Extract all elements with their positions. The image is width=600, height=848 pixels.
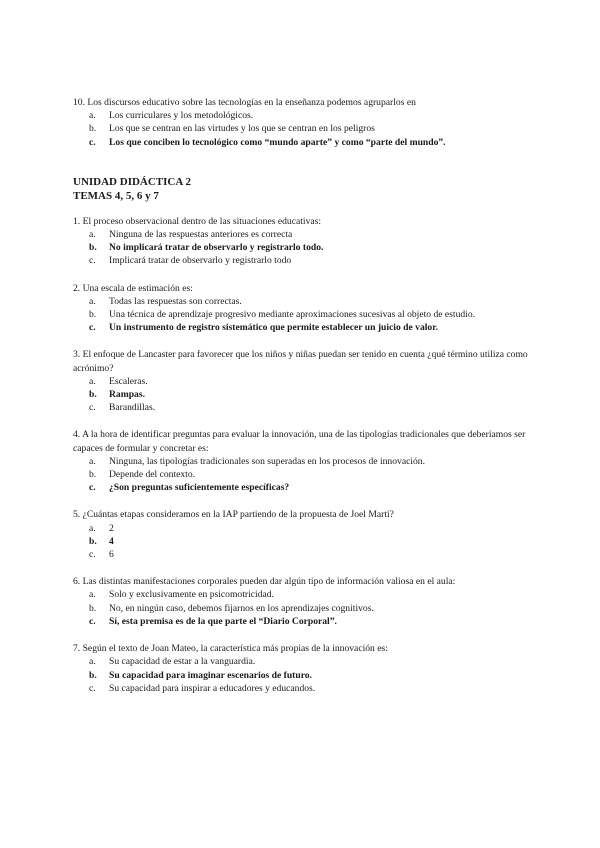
option-a bbox=[89, 588, 543, 601]
option-list bbox=[73, 375, 543, 415]
option-text: 4 bbox=[109, 535, 114, 547]
option-list bbox=[73, 522, 543, 562]
option-text: Rampas. bbox=[109, 389, 145, 401]
option-letter: b. bbox=[89, 602, 97, 614]
option-a bbox=[89, 295, 543, 308]
question-text: 6. Las distintas manifestaciones corporales pueden dar algún tipo de información valiosa en el aula: bbox=[73, 576, 456, 588]
option-letter: c. bbox=[89, 549, 96, 561]
option-b-correct bbox=[89, 669, 543, 682]
option-letter: c. bbox=[89, 402, 96, 414]
option-letter: b. bbox=[89, 535, 97, 547]
option-text: Ninguna de las respuestas anteriores es correcta bbox=[109, 229, 293, 241]
option-letter: a. bbox=[89, 229, 96, 241]
unit-heading bbox=[73, 175, 543, 203]
option-letter: c. bbox=[89, 682, 96, 694]
option-a bbox=[89, 455, 543, 468]
option-text: Ninguna, las tipologías tradicionales son superadas en los procesos de innovación. bbox=[109, 455, 425, 467]
option-list bbox=[73, 109, 543, 149]
option-text: Solo y exclusivamente en psicomotricidad. bbox=[109, 589, 274, 601]
option-b bbox=[89, 122, 543, 135]
option-c bbox=[89, 401, 543, 414]
option-text: Su capacidad para imaginar escenarios de futuro. bbox=[109, 669, 312, 681]
option-letter: c. bbox=[89, 136, 96, 148]
option-a bbox=[89, 228, 543, 241]
option-c-correct bbox=[89, 321, 543, 334]
option-list bbox=[73, 295, 543, 335]
question-7 bbox=[73, 642, 543, 695]
option-letter: a. bbox=[89, 295, 96, 307]
option-b-correct bbox=[89, 241, 543, 254]
question-6 bbox=[73, 575, 543, 628]
question-text: 4. A la hora de identificar preguntas para evaluar la innovación, una de las tipologías tradicionales que deberíamos ser capaces de formular y concretar es: bbox=[73, 429, 526, 454]
option-a bbox=[89, 655, 543, 668]
question-1 bbox=[73, 215, 543, 268]
question-text: 3. El enfoque de Lancaster para favorecer que los niños y niñas puedan ser tenido en cuenta ¿qué término utiliza como acrónimo? bbox=[73, 349, 528, 374]
option-letter: c. bbox=[89, 322, 96, 334]
option-text: Los que conciben lo tecnológico como “mundo aparte” y como “parte del mundo”. bbox=[109, 136, 446, 148]
option-letter: a. bbox=[89, 110, 96, 122]
option-letter: a. bbox=[89, 375, 96, 387]
option-text: Los que se centran en las virtudes y los que se centran en los peligros bbox=[109, 123, 375, 135]
option-b-correct bbox=[89, 388, 543, 401]
question-3 bbox=[73, 348, 543, 414]
option-c-correct bbox=[89, 615, 543, 628]
option-letter: a. bbox=[89, 522, 96, 534]
option-list bbox=[73, 588, 543, 628]
unit-topics: TEMAS 4, 5, 6 y 7 bbox=[73, 189, 159, 202]
option-text: Los curriculares y los metodológicos. bbox=[109, 110, 254, 122]
option-text: 6 bbox=[109, 549, 114, 561]
question-text: 7. Según el texto de Joan Mateo, la característica más propias de la innovación es: bbox=[73, 643, 388, 655]
option-list bbox=[73, 655, 543, 695]
question-text: 10. Los discursos educativo sobre las tecnologías en la enseñanza podemos agruparlos en bbox=[73, 97, 416, 108]
option-text: Escaleras. bbox=[109, 375, 148, 387]
option-text: Barandillas. bbox=[109, 402, 156, 414]
option-text: Su capacidad para inspirar a educadores y educandos. bbox=[109, 682, 316, 694]
option-b bbox=[89, 468, 543, 481]
question-text: 2. Una escala de estimación es: bbox=[73, 282, 193, 294]
option-c bbox=[89, 548, 543, 561]
question-2 bbox=[73, 282, 543, 335]
option-list bbox=[73, 228, 543, 268]
option-letter: c. bbox=[89, 615, 96, 627]
option-letter: b. bbox=[89, 242, 97, 254]
unit-title: UNIDAD DIDÁCTICA 2 bbox=[73, 175, 191, 188]
option-b-correct bbox=[89, 535, 543, 548]
option-c-correct bbox=[89, 136, 543, 149]
option-list bbox=[73, 455, 543, 495]
option-text: Su capacidad de estar a la vanguardia. bbox=[109, 656, 256, 668]
option-a bbox=[89, 522, 543, 535]
option-text: No, en ningún caso, debemos fijarnos en los aprendizajes cognitivos. bbox=[109, 602, 374, 614]
option-text: No implicará tratar de observarlo y registrarlo todo. bbox=[109, 242, 324, 254]
option-text: ¿Son preguntas suficientemente específicas? bbox=[109, 482, 290, 494]
option-text: Un instrumento de registro sistemático que permite establecer un juicio de valor. bbox=[109, 322, 438, 334]
option-letter: b. bbox=[89, 123, 97, 135]
option-text: Depende del contexto. bbox=[109, 469, 196, 481]
option-a bbox=[89, 109, 543, 122]
question-5 bbox=[73, 508, 543, 561]
option-c bbox=[89, 682, 543, 695]
option-letter: a. bbox=[89, 589, 96, 601]
option-b bbox=[89, 602, 543, 615]
option-letter: b. bbox=[89, 389, 97, 401]
question-4 bbox=[73, 428, 543, 494]
option-a bbox=[89, 375, 543, 388]
question-10 bbox=[73, 96, 543, 149]
option-text: Sí, esta premisa es de la que parte el “Diario Corporal”. bbox=[109, 615, 337, 627]
option-letter: b. bbox=[89, 669, 97, 681]
option-letter: c. bbox=[89, 255, 96, 267]
document-page bbox=[73, 96, 543, 695]
option-text: Implicará tratar de observarlo y registrarlo todo bbox=[109, 255, 292, 267]
question-text: 5. ¿Cuántas etapas consideramos en la IAP partiendo de la propuesta de Joel Martí? bbox=[73, 509, 394, 521]
option-text: 2 bbox=[109, 522, 114, 534]
option-letter: b. bbox=[89, 469, 97, 481]
option-letter: a. bbox=[89, 455, 96, 467]
option-text: Una técnica de aprendizaje progresivo mediante aproximaciones sucesivas al objeto de estudio. bbox=[109, 309, 476, 321]
question-text: 1. El proceso observacional dentro de las situaciones educativas: bbox=[73, 215, 322, 227]
option-letter: b. bbox=[89, 309, 97, 321]
option-c-correct bbox=[89, 481, 543, 494]
option-b bbox=[89, 308, 543, 321]
option-c bbox=[89, 254, 543, 267]
option-letter: c. bbox=[89, 482, 96, 494]
option-letter: a. bbox=[89, 656, 96, 668]
option-text: Todas las respuestas son correctas. bbox=[109, 295, 242, 307]
